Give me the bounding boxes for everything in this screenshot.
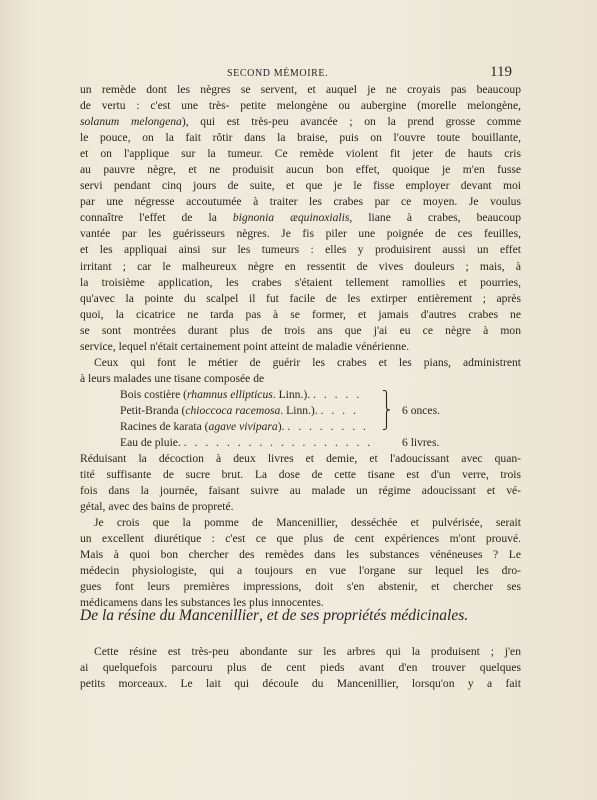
text-line: de vertu : c'est une très- petite melongène ou aubergine (morelle melongène, xyxy=(80,99,521,113)
text-line: à leurs malades une tisane composée de xyxy=(80,371,265,385)
body-text xyxy=(80,82,521,611)
brace-symbol: ⎫ ⎬ ⎭ xyxy=(382,389,391,430)
text-line: gétal, avec des bains de propreté. xyxy=(80,500,234,514)
recipe-quantity: 6 livres. xyxy=(402,435,440,449)
recipe-item: Eau de pluie. . . . . . . . . . . . . . . . . . . xyxy=(120,435,373,449)
running-head: SECOND MÉMOIRE. xyxy=(227,68,329,79)
text-line: par une négresse accoutumée à traiter les crabes par ce moyen. Je voulus xyxy=(80,195,521,209)
text-line: service, lequel n'était certainement point atteint de maladie vénérienne. xyxy=(80,339,410,353)
text-line: solanum melongena), qui est très-peu avancée ; on la prend grosse comme xyxy=(80,115,521,129)
text-line: petits morceaux. Le lait qui découle du Mancenillier, lorsqu'on y a fait xyxy=(80,677,521,691)
text-line: au pauvre nègre, et ne produisit aucun bon effet, quoique je m'en fusse xyxy=(80,163,521,177)
page-header xyxy=(80,66,520,82)
text-line: Je crois que la pomme de Mancenillier, desséchée et pulvérisée, serait xyxy=(94,516,521,530)
text-line: et on l'applique sur la tumeur. Ce remède violent fit jeter de hauts cris xyxy=(80,147,521,161)
text-line: quoi, la cicatrice ne tarda pas à se former, et jamais d'autres crabes ne xyxy=(80,307,521,321)
text-line: Réduisant la décoction à deux livres et demie, et l'adoucissant avec quan- xyxy=(80,451,521,465)
recipe-item: Petit-Branda (chioccoca racemosa. Linn.). . . . . xyxy=(120,403,359,417)
text-line: un excellent diurétique : c'est ce que plus de cent expériences m'ont prouvé. xyxy=(80,532,521,546)
text-line: vantée par les guérisseurs nègres. Je fis piler une poignée de ces feuilles, xyxy=(80,227,521,241)
text-line: médicamens dans les substances les plus innocentes. xyxy=(80,596,324,610)
text-line: un remède dont les nègres se servent, et auquel je ne croyais pas beaucoup xyxy=(80,83,521,96)
latin-term: bignonia æquinoxialis xyxy=(232,211,350,225)
text-line: servi pendant cinq jours de suite, et que je le fisse employer devant moi xyxy=(80,179,521,193)
body-text-continued xyxy=(80,644,521,692)
text-line: Cette résine est très-peu abondante sur les arbres qui la produisent ; j'en xyxy=(94,645,521,658)
text-line: fois dans la journée, faisant suivre au malade un régime adoucissant et vé- xyxy=(80,483,521,497)
text-line: irritant ; car le malheureux nègre en ressentit de vives douleurs ; mais, à xyxy=(80,259,521,273)
section-title: De la résine du Mancenillier, et de ses propriétés médicinales. xyxy=(80,607,469,624)
text-line: ai quelquefois parcouru plus de cent pieds avant d'en trouver quelques xyxy=(80,661,521,675)
text-line: se sont montrées durant plus de trois ans que j'ai eu ce nègre à mon xyxy=(80,323,521,337)
text-line: et les appliquai ainsi sur les tumeurs : elles y produisirent aussi un effet xyxy=(80,243,521,257)
text-line: Ceux qui font le métier de guérir les crabes et les pians, administrent xyxy=(94,355,521,369)
page-number: 119 xyxy=(490,64,512,80)
recipe-quantity: 6 onces. xyxy=(402,403,440,417)
text-line: tité suffisante de sucre brut. La dose de cette tisane est d'un verre, trois xyxy=(80,467,521,481)
recipe-list xyxy=(80,387,521,467)
text-line: la troisième application, les crabes s'étaient tellement ramollies et pourries, xyxy=(80,275,521,289)
text-line: Mais à quoi bon chercher des remèdes dans les substances vénéneuses ? Le xyxy=(80,548,521,562)
recipe-item: Bois costière (rhamnus ellipticus. Linn.). . . . . . xyxy=(120,387,362,401)
text-line: connaître l'effet de la bignonia æquinoxialis, liane à crabes, beaucoup xyxy=(80,211,521,225)
text-line: médecin physiologiste, qui a toujours en vue l'organe sur lequel les dro- xyxy=(80,564,521,578)
text-line: qu'avec la pointe du scalpel il fut facile de les extirper entièrement ; après xyxy=(80,291,521,305)
text-line: gues font leurs premières impressions, doit s'en abstenir, et chercher ses xyxy=(80,580,521,594)
recipe-item: Racines de karata (agave vivipara). . . . . . . . . xyxy=(120,419,369,433)
text-line: le pouce, on la fait rôtir dans la braise, puis on l'ouvre toute bouillante, xyxy=(80,131,521,145)
latin-term: solanum melongena xyxy=(80,115,182,129)
